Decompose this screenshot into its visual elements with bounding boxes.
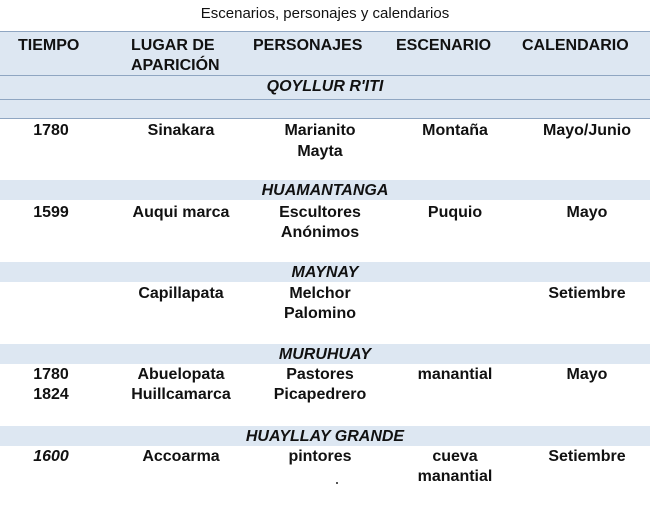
- header-lugar-2: APARICIÓN: [131, 57, 220, 74]
- table-title: Escenarios, personajes y calendarios: [200, 5, 450, 22]
- tiempo-cell: 1599: [33, 204, 69, 221]
- personajes-cell: Melchor: [289, 285, 351, 302]
- tiempo-cell: 1780: [33, 122, 69, 139]
- section-title-qoyllur: QOYLLUR R'ITI: [266, 78, 384, 95]
- section-title-huayllay: HUAYLLAY GRANDE: [245, 428, 405, 445]
- lugar-cell: Accoarma: [142, 448, 220, 465]
- header-calendario: CALENDARIO: [522, 37, 629, 54]
- section-title-huamantanga: HUAMANTANGA: [261, 182, 389, 199]
- personajes-cell: pintores: [288, 448, 352, 465]
- lugar-cell: Sinakara: [147, 122, 215, 139]
- personajes-cell: Picapedrero: [273, 386, 367, 403]
- personajes-cell: Escultores: [279, 204, 361, 221]
- lugar-cell: Huillcamarca: [131, 386, 231, 403]
- rule-section-2: [0, 118, 650, 119]
- header-personajes: PERSONAJES: [253, 37, 363, 54]
- escenario-cell: cueva: [432, 448, 478, 465]
- tiempo-cell: 1600: [33, 448, 69, 465]
- personajes-cell-line2: Mayta: [297, 143, 343, 160]
- header-lugar-1: LUGAR DE: [131, 37, 215, 54]
- escenario-cell: manantial: [417, 366, 493, 383]
- spacer-band: [0, 99, 650, 118]
- calendario-cell: Mayo: [566, 204, 608, 221]
- lugar-cell: Capillapata: [138, 285, 224, 302]
- escenario-cell: Montaña: [422, 122, 488, 139]
- stray-dot: [336, 482, 338, 484]
- calendario-cell: Mayo/Junio: [542, 122, 631, 139]
- escenario-cell-line2: manantial: [417, 468, 493, 485]
- tiempo-cell: 1780: [33, 366, 69, 383]
- section-title-maynay: MAYNAY: [291, 264, 359, 281]
- tiempo-cell: 1824: [33, 386, 69, 403]
- personajes-cell: Marianito: [284, 122, 356, 139]
- personajes-cell-line2: Palomino: [283, 305, 356, 322]
- lugar-cell: Abuelopata: [137, 366, 225, 383]
- calendario-cell: Setiembre: [548, 448, 626, 465]
- rule-header-bottom: [0, 75, 650, 76]
- personajes-cell-line2: Anónimos: [280, 224, 360, 241]
- lugar-cell: Auqui marca: [132, 204, 230, 221]
- rule-section-1: [0, 99, 650, 100]
- calendario-cell: Setiembre: [548, 285, 626, 302]
- section-title-muruhuay: MURUHUAY: [278, 346, 372, 363]
- header-tiempo: TIEMPO: [18, 37, 80, 54]
- rule-top: [0, 31, 650, 32]
- calendario-cell: Mayo: [566, 366, 608, 383]
- escenario-cell: Puquio: [427, 204, 483, 221]
- header-escenario: ESCENARIO: [396, 37, 492, 54]
- personajes-cell: Pastores: [286, 366, 354, 383]
